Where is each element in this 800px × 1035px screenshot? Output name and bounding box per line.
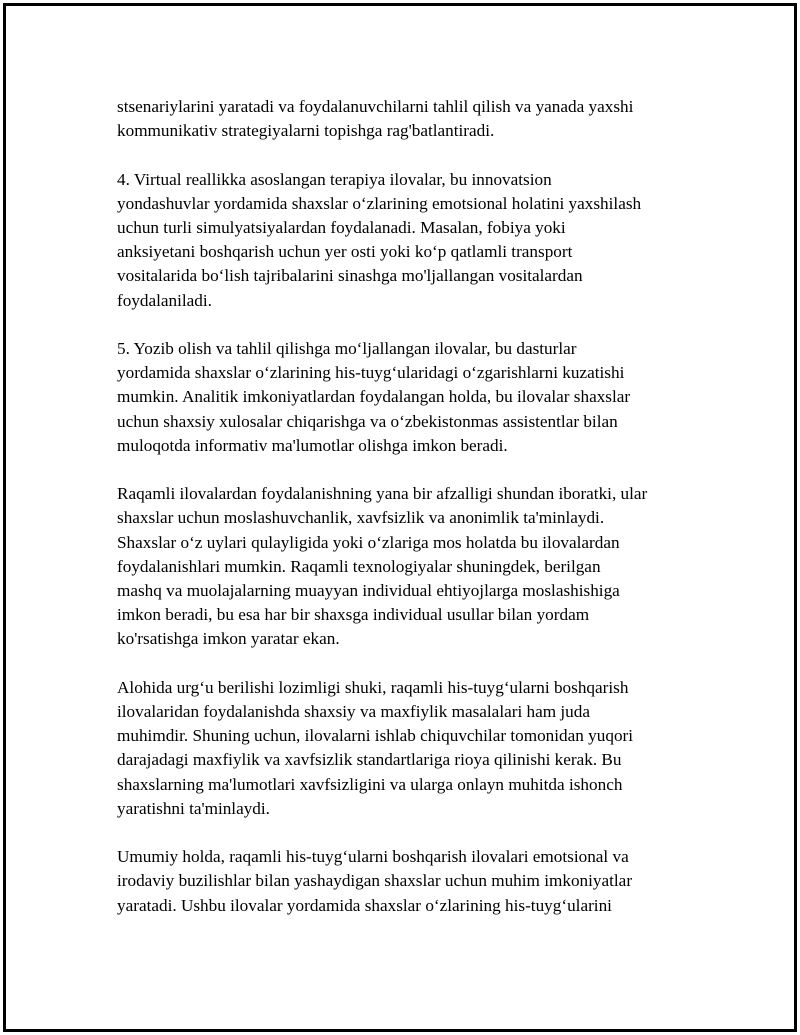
text-line: vositalarida bo‘lish tajribalarini sinashga mo'ljallangan vositalardan: [117, 266, 583, 286]
text-line: yondashuvlar yordamida shaxslar o‘zlarining emotsional holatini yaxshilash: [117, 193, 642, 213]
text-line: Shaxslar o‘z uylari qulayligida yoki o‘zlariga mos holatda bu ilovalardan: [117, 532, 620, 552]
text-line: stsenariylarini yaratadi va foydalanuvchilarni tahlil qilish va yanada yaxshi: [117, 97, 634, 116]
text-line: mumkin. Analitik imkoniyatlardan foydalangan holda, bu ilovalar shaxslar: [117, 387, 631, 407]
paragraph: [117, 676, 697, 821]
paragraph: [117, 168, 697, 313]
text-line: uchun turli simulyatsiyalardan foydalanadi. Masalan, fobiya yoki: [117, 218, 566, 237]
text-line: imkon beradi, bu esa har bir shaxsga individual usullar bilan yordam: [117, 605, 590, 625]
text-line: muloqotda informativ ma'lumotlar olishga imkon beradi.: [117, 435, 508, 455]
text-line: yordamida shaxslar o‘zlarining his-tuyg‘ularidagi o‘zgarishlarni kuzatishi: [117, 363, 625, 383]
text-line: shaxslarning ma'lumotlari xavfsizligini va ularga onlayn muhitda ishonch: [117, 774, 623, 794]
text-line: kommunikativ strategiyalarni topishga rag'batlantiradi.: [117, 121, 495, 141]
text-line: 5. Yozib olish va tahlil qilishga mo‘ljallangan ilovalar, bu dasturlar: [117, 339, 577, 358]
text-line: foydalaniladi.: [117, 290, 212, 310]
text-line: Raqamli ilovalardan foydalanishning yana bir afzalligi shundan iboratki, ular: [117, 484, 648, 504]
text-line: mashq va muolajalarning muayyan individual ehtiyojlarga moslashishiga: [117, 581, 620, 601]
text-line: darajadagi maxfiylik va xavfsizlik standartlariga rioya qilinishi kerak. Bu: [117, 750, 622, 770]
text-line: irodaviy buzilishlar bilan yashaydigan shaxslar uchun muhim imkoniyatlar: [117, 871, 633, 891]
document-body: [117, 95, 697, 942]
text-line: ko'rsatishga imkon yaratar ekan.: [117, 629, 340, 649]
paragraph: [117, 337, 697, 458]
text-line: muhimdir. Shuning uchun, ilovalarni ishlab chiquvchilar tomonidan yuqori: [117, 726, 634, 746]
paragraph: [117, 95, 697, 143]
text-line: Umumiy holda, raqamli his-tuyg‘ularni boshqarish ilovalari emotsional va: [117, 847, 629, 867]
paragraph: [117, 845, 697, 918]
text-line: foydalanishlari mumkin. Raqamli texnologiyalar shuningdek, berilgan: [117, 556, 601, 576]
text-line: ilovalaridan foydalanishda shaxsiy va maxfiylik masalalari ham juda: [117, 702, 590, 722]
text-line: yaratadi. Ushbu ilovalar yordamida shaxslar o‘zlarining his-tuyg‘ularini: [117, 895, 612, 915]
text-line: shaxslar uchun moslashuvchanlik, xavfsizlik va anonimlik ta'minlaydi.: [117, 508, 605, 528]
text-line: Alohida urg‘u berilishi lozimligi shuki, raqamli his-tuyg‘ularni boshqarish: [117, 677, 629, 697]
paragraph: [117, 482, 697, 651]
text-line: uchun shaxsiy xulosalar chiqarishga va o‘zbekistonmas assistentlar bilan: [117, 411, 618, 431]
text-line: 4. Virtual reallikka asoslangan terapiya ilovalar, bu innovatsion: [117, 169, 552, 189]
text-line: anksiyetani boshqarish uchun yer osti yoki ko‘p qatlamli transport: [117, 242, 573, 262]
text-line: yaratishni ta'minlaydi.: [117, 798, 270, 818]
